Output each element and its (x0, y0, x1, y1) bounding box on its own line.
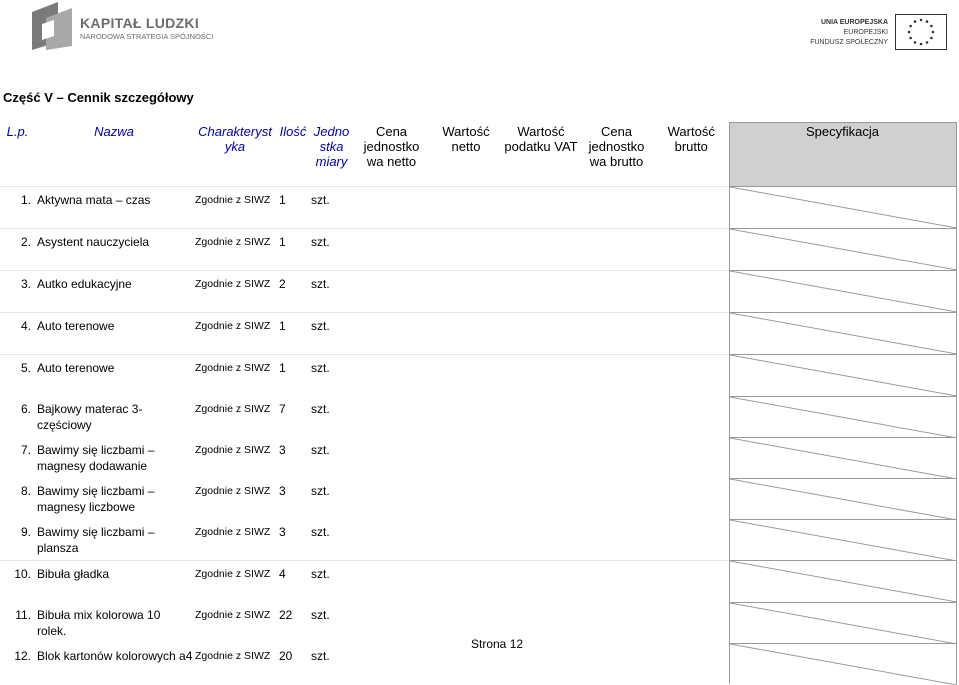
col-header-nazwa: Nazwa (35, 123, 193, 187)
row-charakterystyka: Zgodnie z SIWZ (195, 444, 271, 456)
row-empty-value-cell (579, 478, 654, 519)
row-ilosc: 20 (279, 649, 293, 663)
col-header-wartosc-netto: Wartość netto (429, 123, 503, 187)
table-row (0, 519, 956, 561)
row-empty-value-cell (354, 561, 429, 603)
row-empty-value-cell (579, 643, 654, 684)
row-specyfikacja-cell (729, 187, 956, 229)
row-nazwa: Aktywna mata – czas (35, 187, 193, 229)
row-lp: 6. (20, 402, 31, 416)
row-ilosc: 3 (279, 484, 286, 498)
row-nazwa: Asystent nauczyciela (35, 229, 193, 271)
row-lp: 10. (0, 561, 35, 603)
eu-logo (810, 14, 950, 54)
table-row (0, 271, 956, 313)
row-empty-value-cell (429, 396, 503, 437)
table-row (0, 355, 956, 397)
row-lp: 9. (20, 525, 31, 539)
row-charakterystyka: Zgodnie z SIWZ (193, 355, 277, 397)
row-lp: 11. (15, 608, 31, 622)
table-row (0, 396, 956, 437)
row-lp: 1. (0, 187, 35, 229)
row-empty-value-cell (354, 643, 429, 684)
row-jm: szt. (311, 649, 330, 663)
eu-logo-line2: EUROPEJSKI (843, 29, 888, 36)
row-empty-value-cell (654, 437, 729, 478)
row-empty-value-cell (429, 519, 503, 561)
row-ilosc: 4 (277, 561, 309, 603)
row-empty-value-cell (503, 355, 579, 397)
row-ilosc: 7 (279, 402, 286, 416)
col-header-ilosc: Ilość (277, 123, 309, 187)
table-header-row (0, 123, 956, 187)
kapital-ludzki-logo (28, 2, 214, 52)
row-ilosc: 1 (277, 229, 309, 271)
row-jm: szt. (309, 271, 354, 313)
row-empty-value-cell (429, 561, 503, 603)
spec-crossed-out-mark (730, 520, 957, 561)
table-row (0, 478, 956, 519)
row-specyfikacja-cell (729, 271, 956, 313)
row-lp: 8. (20, 484, 31, 498)
price-table (0, 122, 957, 684)
eu-logo-line3: FUNDUSZ SPOŁECZNY (810, 39, 888, 46)
row-empty-value-cell (654, 478, 729, 519)
row-empty-value-cell (354, 478, 429, 519)
row-nazwa: Auto terenowe (35, 313, 193, 355)
row-empty-value-cell (654, 643, 729, 684)
row-jm: szt. (309, 355, 354, 397)
row-lp: 4. (0, 313, 35, 355)
row-lp: 5. (0, 355, 35, 397)
row-empty-value-cell (654, 519, 729, 561)
row-empty-value-cell (429, 478, 503, 519)
row-empty-value-cell (503, 229, 579, 271)
row-jm: szt. (309, 561, 354, 603)
row-jm: szt. (311, 443, 330, 457)
row-specyfikacja-cell (729, 437, 956, 478)
row-empty-value-cell (654, 561, 729, 603)
eu-flag-icon (895, 14, 947, 50)
spec-crossed-out-mark (730, 479, 957, 520)
row-jm: szt. (309, 187, 354, 229)
row-empty-value-cell (354, 355, 429, 397)
row-empty-value-cell (654, 396, 729, 437)
col-header-charakterystyka: Charakteryst yka (193, 123, 277, 187)
row-jm: szt. (311, 608, 330, 622)
row-empty-value-cell (354, 313, 429, 355)
row-empty-value-cell (579, 561, 654, 603)
row-specyfikacja-cell (729, 561, 956, 603)
row-lp: 3. (0, 271, 35, 313)
row-lp: 7. (20, 443, 31, 457)
row-empty-value-cell (503, 313, 579, 355)
kapital-ludzki-title: KAPITAŁ LUDZKI (80, 15, 200, 31)
row-empty-value-cell (579, 602, 654, 643)
col-header-jednostka: Jedno stka miary (309, 123, 354, 187)
row-charakterystyka: Zgodnie z SIWZ (193, 187, 277, 229)
row-ilosc: 3 (279, 443, 286, 457)
row-ilosc: 1 (277, 313, 309, 355)
row-empty-value-cell (579, 313, 654, 355)
row-empty-value-cell (429, 355, 503, 397)
row-nazwa: Blok kartonów kolorowych a4 (37, 649, 193, 663)
row-empty-value-cell (354, 187, 429, 229)
row-empty-value-cell (654, 187, 729, 229)
row-charakterystyka: Zgodnie z SIWZ (193, 271, 277, 313)
row-specyfikacja-cell (729, 602, 956, 643)
row-empty-value-cell (503, 561, 579, 603)
row-jm: szt. (311, 402, 330, 416)
table-row (0, 561, 956, 603)
kapital-ludzki-subtitle: NARODOWA STRATEGIA SPÓJNOŚCI (80, 32, 214, 41)
row-empty-value-cell (354, 271, 429, 313)
row-jm: szt. (311, 484, 330, 498)
spec-crossed-out-mark (730, 229, 957, 270)
row-lp: 2. (0, 229, 35, 271)
spec-crossed-out-mark (730, 603, 957, 644)
row-charakterystyka: Zgodnie z SIWZ (193, 561, 277, 603)
row-empty-value-cell (503, 519, 579, 561)
row-nazwa: Bibuła mix kolorowa 10 rolek. (37, 608, 161, 638)
row-nazwa: Bibuła gładka (35, 561, 193, 603)
row-empty-value-cell (654, 602, 729, 643)
table-row (0, 437, 956, 478)
col-header-cena-brutto: Cena jednostko wa brutto (579, 123, 654, 187)
row-empty-value-cell (579, 355, 654, 397)
row-lp: 12. (14, 649, 31, 663)
section-title: Część V – Cennik szczegółowy (3, 90, 194, 105)
row-charakterystyka: Zgodnie z SIWZ (193, 313, 277, 355)
row-specyfikacja-cell (729, 643, 956, 684)
spec-crossed-out-mark (730, 187, 957, 228)
spec-crossed-out-mark (730, 561, 957, 602)
row-specyfikacja-cell (729, 478, 956, 519)
row-empty-value-cell (429, 437, 503, 478)
row-empty-value-cell (429, 271, 503, 313)
spec-crossed-out-mark (730, 313, 957, 354)
row-jm: szt. (309, 313, 354, 355)
row-ilosc: 1 (277, 187, 309, 229)
spec-crossed-out-mark (730, 355, 957, 396)
row-empty-value-cell (354, 437, 429, 478)
row-specyfikacja-cell (729, 313, 956, 355)
row-charakterystyka: Zgodnie z SIWZ (195, 650, 271, 662)
col-header-specyfikacja: Specyfikacja (729, 123, 956, 187)
col-header-wartosc-brutto: Wartość brutto (654, 123, 729, 187)
row-nazwa: Auto terenowe (35, 355, 193, 397)
row-empty-value-cell (579, 271, 654, 313)
row-empty-value-cell (429, 187, 503, 229)
row-empty-value-cell (654, 313, 729, 355)
row-ilosc: 22 (279, 608, 293, 622)
row-empty-value-cell (503, 271, 579, 313)
row-empty-value-cell (354, 396, 429, 437)
row-ilosc: 2 (277, 271, 309, 313)
spec-crossed-out-mark (730, 271, 957, 312)
col-header-lp: L.p. (0, 123, 35, 187)
row-specyfikacja-cell (729, 355, 956, 397)
row-empty-value-cell (354, 229, 429, 271)
row-specyfikacja-cell (729, 229, 956, 271)
col-header-wartosc-vat: Wartość podatku VAT (503, 123, 579, 187)
row-nazwa: Bajkowy materac 3-częściowy (37, 402, 143, 432)
row-charakterystyka: Zgodnie z SIWZ (195, 485, 271, 497)
kapital-ludzki-emblem-icon (28, 2, 74, 50)
row-specyfikacja-cell (729, 396, 956, 437)
row-nazwa: Bawimy się liczbami – plansza (37, 525, 155, 555)
row-empty-value-cell (579, 187, 654, 229)
spec-crossed-out-mark (730, 397, 957, 438)
row-empty-value-cell (429, 313, 503, 355)
row-empty-value-cell (579, 396, 654, 437)
row-empty-value-cell (503, 187, 579, 229)
row-jm: szt. (309, 229, 354, 271)
row-empty-value-cell (503, 396, 579, 437)
table-row (0, 187, 956, 229)
eu-logo-text (810, 18, 888, 48)
row-charakterystyka: Zgodnie z SIWZ (195, 609, 271, 621)
page-number: Strona 12 (471, 637, 524, 651)
row-empty-value-cell (354, 602, 429, 643)
eu-logo-line1: UNIA EUROPEJSKA (820, 19, 888, 26)
row-empty-value-cell (654, 229, 729, 271)
row-nazwa: Bawimy się liczbami – magnesy dodawanie (37, 443, 155, 473)
table-row (0, 229, 956, 271)
row-empty-value-cell (654, 355, 729, 397)
row-specyfikacja-cell (729, 519, 956, 561)
row-empty-value-cell (354, 519, 429, 561)
row-empty-value-cell (579, 437, 654, 478)
spec-crossed-out-mark (730, 438, 957, 479)
row-nazwa: Autko edukacyjne (35, 271, 193, 313)
row-empty-value-cell (429, 229, 503, 271)
row-empty-value-cell (579, 519, 654, 561)
row-empty-value-cell (579, 229, 654, 271)
row-empty-value-cell (503, 478, 579, 519)
row-jm: szt. (311, 525, 330, 539)
row-empty-value-cell (654, 271, 729, 313)
row-charakterystyka: Zgodnie z SIWZ (193, 229, 277, 271)
row-ilosc: 1 (277, 355, 309, 397)
table-row (0, 313, 956, 355)
row-charakterystyka: Zgodnie z SIWZ (195, 403, 271, 415)
row-empty-value-cell (503, 437, 579, 478)
col-header-cena-netto: Cena jednostko wa netto (354, 123, 429, 187)
row-ilosc: 3 (279, 525, 286, 539)
spec-crossed-out-mark (730, 644, 957, 685)
row-nazwa: Bawimy się liczbami – magnesy liczbowe (37, 484, 155, 514)
row-charakterystyka: Zgodnie z SIWZ (195, 526, 271, 538)
